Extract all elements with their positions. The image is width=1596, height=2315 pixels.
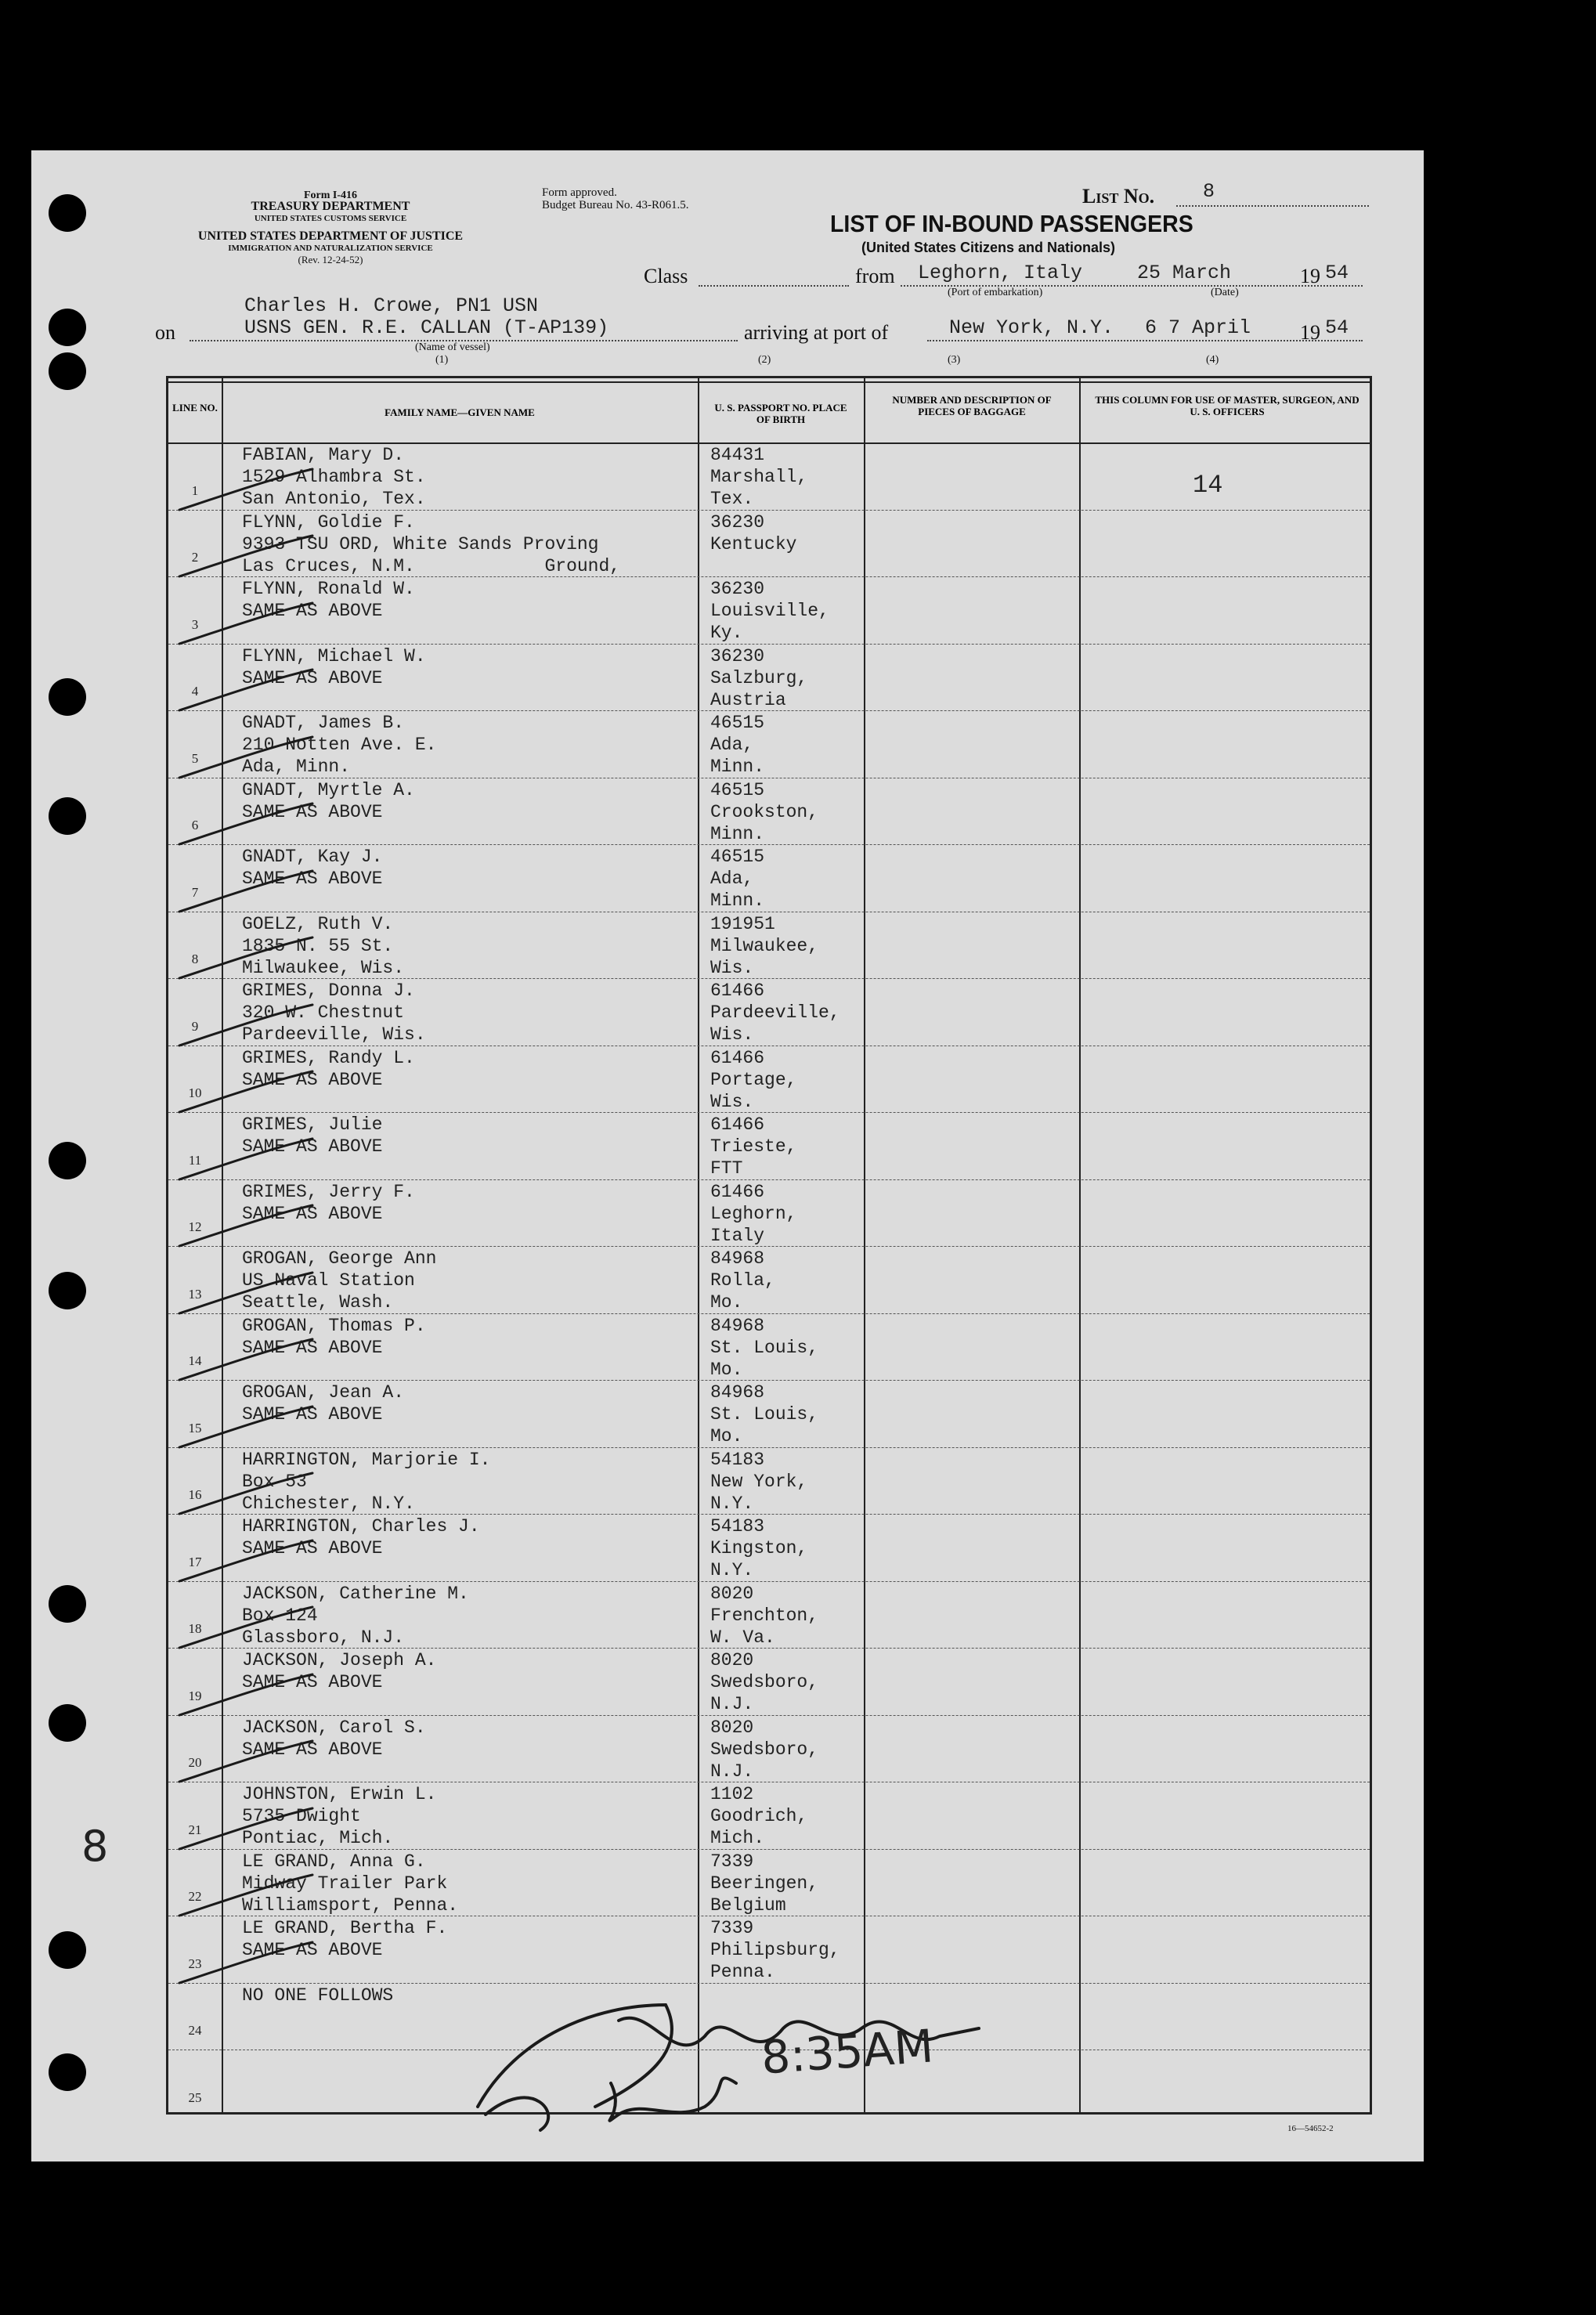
caption-col-4: (4) — [1206, 354, 1219, 366]
class-label: Class — [644, 265, 688, 287]
passenger-name: JOHNSTON, Erwin L. 5735 Dwight Pontiac, Mich. — [242, 1784, 437, 1848]
passenger-name: GNADT, Myrtle A. SAME AS ABOVE — [242, 779, 415, 822]
passport-birthplace: 61466 Leghorn, Italy — [710, 1181, 797, 1246]
passenger-name: JACKSON, Joseph A. SAME AS ABOVE — [242, 1650, 437, 1692]
port-embark-caption: (Port of embarkation) — [948, 287, 1043, 298]
passenger-name: FABIAN, Mary D. 1529 Alhambra St. San Antonio, Tex. — [242, 445, 426, 509]
line-number: 2 — [191, 550, 199, 565]
passenger-name: GROGAN, George Ann US Naval Station Seattle, Wash. — [242, 1248, 437, 1313]
customs-service: UNITED STATES CUSTOMS SERVICE — [254, 214, 407, 223]
passport-birthplace: 36230 Louisville, Ky. — [710, 579, 829, 643]
passport-birthplace: 61466 Portage, Wis. — [710, 1047, 797, 1112]
arrival-port: New York, N.Y. — [949, 316, 1114, 339]
line-number: 21 — [188, 1822, 202, 1837]
line-number: 7 — [191, 884, 199, 900]
passport-birthplace: 46515 Crookston, Minn. — [710, 779, 819, 844]
date-caption: (Date) — [1211, 287, 1239, 298]
passenger-name: GRIMES, Julie SAME AS ABOVE — [242, 1114, 383, 1157]
department-of-justice: UNITED STATES DEPARTMENT OF JUSTICE — [197, 229, 464, 243]
passenger-name: FLYNN, Ronald W. SAME AS ABOVE — [242, 579, 415, 621]
list-no-value: 8 — [1203, 180, 1215, 203]
officer-count: 14 — [1193, 471, 1223, 500]
vessel-name: USNS GEN. R.E. CALLAN (T-AP139) — [244, 316, 609, 339]
passport-birthplace: 54183 New York, N.Y. — [710, 1449, 808, 1514]
col-header-passport: U. S. PASSPORT NO. PLACE OF BIRTH — [714, 402, 847, 425]
passport-birthplace: 8020 Swedsboro, N.J. — [710, 1717, 819, 1782]
from-label: from — [855, 265, 895, 287]
passenger-name: HARRINGTON, Marjorie I. Box 53 Chichester, N.Y. — [242, 1449, 491, 1514]
immigration-service: IMMIGRATION AND NATURALIZATION SERVICE — [228, 244, 433, 253]
line-number: 11 — [188, 1152, 202, 1168]
line-number: 24 — [188, 2023, 202, 2038]
form-number: Form I-416 — [303, 190, 358, 201]
passport-birthplace: 36230 Salzburg, Austria — [710, 645, 808, 710]
arriving-label: arriving at port of — [744, 321, 889, 344]
list-no-label: List No. — [1082, 185, 1155, 208]
line-number: 4 — [191, 684, 199, 699]
line-number: 16 — [188, 1487, 202, 1502]
passport-birthplace: 8020 Swedsboro, N.J. — [710, 1650, 819, 1714]
passport-birthplace: 46515 Ada, Minn. — [710, 713, 765, 777]
passport-birthplace: 8020 Frenchton, W. Va. — [710, 1583, 819, 1648]
line-number: 25 — [188, 2089, 202, 2105]
passenger-name: GOELZ, Ruth V. 1835 N. 55 St. Milwaukee, Wis. — [242, 913, 405, 978]
footer-code: 16—54652-2 — [1287, 2124, 1334, 2133]
on-label: on — [155, 321, 175, 344]
passport-birthplace: 61466 Pardeeville, Wis. — [710, 981, 840, 1045]
passport-birthplace: 84968 St. Louis, Mo. — [710, 1382, 819, 1446]
passenger-name: GRIMES, Randy L. SAME AS ABOVE — [242, 1047, 415, 1090]
line-number: 14 — [188, 1353, 202, 1368]
passenger-name: GROGAN, Jean A. SAME AS ABOVE — [242, 1382, 405, 1425]
from-date: 25 March — [1137, 262, 1232, 284]
arrival-date: 6 7 April — [1145, 316, 1251, 339]
passenger-name: GRIMES, Jerry F. SAME AS ABOVE — [242, 1181, 415, 1224]
line-number: 1 — [191, 482, 199, 498]
passenger-name: GNADT, James B. 210 Notten Ave. E. Ada, Minn. — [242, 713, 437, 777]
line-number: 17 — [188, 1554, 202, 1569]
caption-col-1: (1) — [435, 354, 449, 366]
passenger-name: FLYNN, Goldie F. 9393 TSU ORD, White Sands Proving Las Cruces, N.M. Ground, — [242, 511, 621, 576]
passenger-name: JACKSON, Catherine M. Box 124 Glassboro, N.J. — [242, 1583, 469, 1648]
passport-birthplace: 7339 Philipsburg, Penna. — [710, 1918, 840, 1982]
passport-birthplace: 1102 Goodrich, Mich. — [710, 1784, 808, 1848]
line-number: 15 — [188, 1420, 202, 1436]
line-number: 13 — [188, 1286, 202, 1302]
passport-birthplace: 84968 St. Louis, Mo. — [710, 1315, 819, 1380]
page-title: LIST OF IN-BOUND PASSENGERS — [830, 210, 1193, 237]
passport-birthplace: 36230 Kentucky — [710, 511, 797, 554]
revision-date: (Rev. 12-24-52) — [298, 254, 363, 265]
col-header-line: LINE NO. — [172, 402, 218, 414]
caption-col-3: (3) — [948, 354, 961, 366]
passport-birthplace: 84968 Rolla, Mo. — [710, 1248, 775, 1313]
line-number: 3 — [191, 616, 199, 632]
line-number: 9 — [191, 1018, 199, 1034]
passenger-name: JACKSON, Carol S. SAME AS ABOVE — [242, 1717, 426, 1760]
from-year: 54 — [1325, 262, 1349, 284]
line-number: 10 — [188, 1085, 202, 1100]
col-header-baggage: NUMBER AND DESCRIPTION OF PIECES OF BAGGAGE — [892, 394, 1052, 417]
caption-col-2: (2) — [758, 354, 771, 366]
passport-birthplace: 191951 Milwaukee, Wis. — [710, 913, 819, 978]
margin-number: 8 — [81, 1822, 109, 1871]
treasury-department: TREASURY DEPARTMENT — [251, 200, 410, 213]
arrival-year: 54 — [1325, 316, 1349, 339]
passport-birthplace: 7339 Beeringen, Belgium — [710, 1851, 819, 1916]
line-number: 6 — [191, 818, 199, 832]
passenger-name: LE GRAND, Bertha F. SAME AS ABOVE — [242, 1918, 448, 1960]
vessel-caption: (Name of vessel) — [415, 341, 490, 353]
line-number: 19 — [188, 1688, 202, 1703]
form-approved: Form approved. — [542, 186, 617, 199]
passenger-name: HARRINGTON, Charles J. SAME AS ABOVE — [242, 1516, 480, 1558]
time-stamp: 8:35AM — [759, 2019, 936, 2085]
from-port: Leghorn, Italy — [918, 262, 1083, 284]
passenger-name: GRIMES, Donna J. 320 W. Chestnut Pardeeville, Wis. — [242, 981, 426, 1045]
passenger-name: NO ONE FOLLOWS — [242, 1985, 394, 2006]
line-number: 22 — [188, 1889, 202, 1904]
line-number: 23 — [188, 1956, 202, 1971]
passenger-name: GROGAN, Thomas P. SAME AS ABOVE — [242, 1315, 426, 1358]
col-header-name: FAMILY NAME—GIVEN NAME — [385, 406, 535, 418]
line-number: 18 — [188, 1621, 202, 1636]
passenger-name: GNADT, Kay J. SAME AS ABOVE — [242, 847, 383, 889]
passenger-name: LE GRAND, Anna G. Midway Trailer Park Williamsport, Penna. — [242, 1851, 459, 1916]
line-number: 12 — [188, 1219, 202, 1234]
passport-birthplace: 84431 Marshall, Tex. — [710, 445, 808, 509]
from-year-prefix: 19 — [1300, 265, 1320, 287]
passport-birthplace: 46515 Ada, Minn. — [710, 847, 765, 911]
passport-birthplace: 61466 Trieste, FTT — [710, 1114, 797, 1179]
line-number: 5 — [191, 750, 199, 766]
master-name: Charles H. Crowe, PN1 USN — [244, 294, 539, 317]
line-number: 20 — [188, 1755, 202, 1770]
arrival-year-prefix: 19 — [1300, 321, 1320, 344]
budget-bureau: Budget Bureau No. 43-R061.5. — [542, 199, 689, 211]
line-number: 8 — [191, 952, 199, 966]
passenger-name: FLYNN, Michael W. SAME AS ABOVE — [242, 645, 426, 688]
page-subtitle: (United States Citizens and Nationals) — [861, 240, 1116, 255]
passport-birthplace: 54183 Kingston, N.Y. — [710, 1516, 808, 1580]
col-header-officers: THIS COLUMN FOR USE OF MASTER, SURGEON, AND U. S. OFFICERS — [1095, 394, 1359, 417]
